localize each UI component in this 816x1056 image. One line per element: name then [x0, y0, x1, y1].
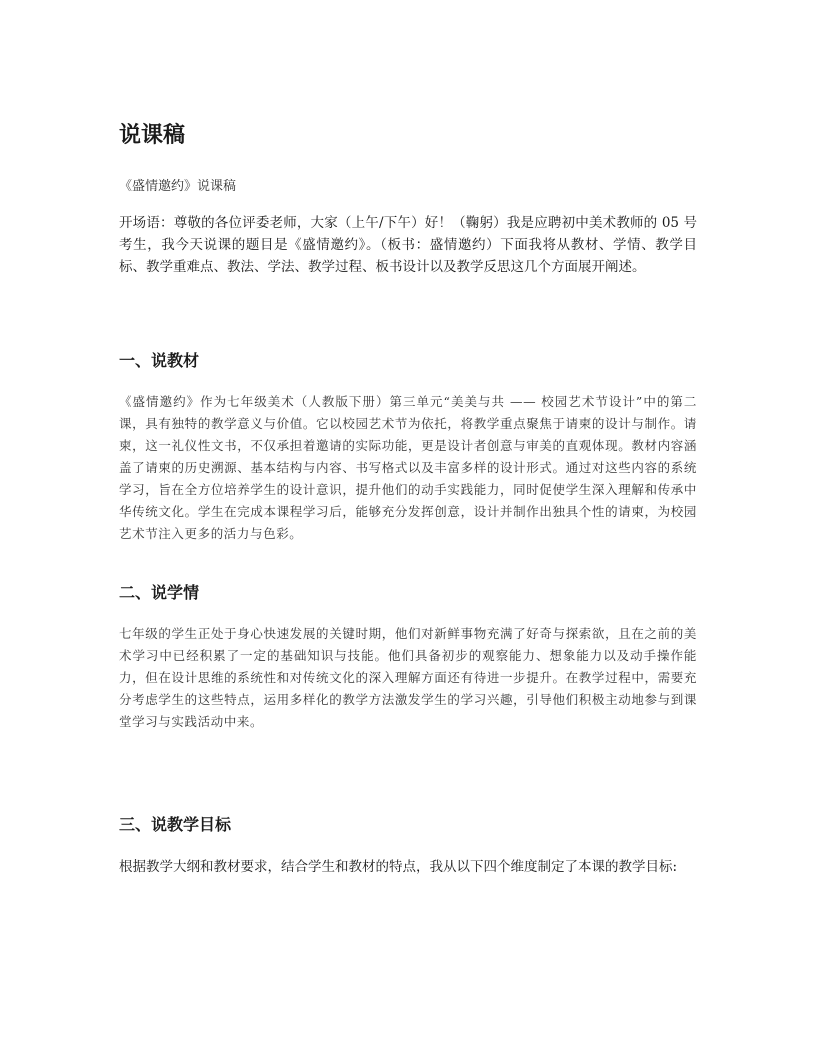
- document-subtitle: 《盛情邀约》说课稿: [119, 179, 237, 194]
- section-body-textbook: 《盛情邀约》作为七年级美术（人教版下册）第三单元“美美与共 —— 校园艺术节设计”中的第二课，具有独特的教学意义与价值。它以校园艺术节为依托，将教学重点聚焦于请柬的设计与制作。请柬，这一礼仪性文书，不仅承担着邀请的实际功能，更是设计者创意与审美的直观体现。教材内容涵盖了请柬的历史溯源、基本结构与内容、书写格式以及丰富多样的设计形式。通过对这些内容的系统学习，旨在全方位培养学生的设计意识，提升他们的动手实践能力，同时促使学生深入理解和传承中华传统文化。学生在完成本课程学习后，能够充分发挥创意，设计并制作出独具个性的请柬，为校园艺术节注入更多的活力与色彩。: [119, 394, 697, 541]
- section-body-objectives: 根据教学大纲和教材要求，结合学生和教材的特点，我从以下四个维度制定了本课的教学目标:: [119, 859, 678, 875]
- opening-paragraph: 开场语：尊敬的各位评委老师，大家（上午/下午）好！（鞠躬）我是应聘初中美术教师的 05 号考生，我今天说课的题目是《盛情邀约》。（板书：盛情邀约）下面我将从教材、学情、教学目标、教学重难点、教法、学法、教学过程、板书设计以及教学反思这几个方面展开阐述。: [119, 215, 697, 275]
- page-title: 说课稿: [119, 123, 186, 148]
- section-heading-textbook: 一、说教材: [119, 351, 200, 370]
- section-heading-objectives: 三、说教学目标: [119, 815, 232, 834]
- section-body-students: 七年级的学生正处于身心快速发展的关键时期，他们对新鲜事物充满了好奇与探索欲，且在之前的美术学习中已经积累了一定的基础知识与技能。他们具备初步的观察能力、想象能力以及动手操作能力，但在设计思维的系统性和对传统文化的深入理解方面还有待进一步提升。在教学过程中，需要充分考虑学生的这些特点，运用多样化的教学方法激发学生的学习兴趣，引导他们积极主动地参与到课堂学习与实践活动中来。: [119, 626, 697, 729]
- section-heading-students: 二、说学情: [119, 583, 200, 602]
